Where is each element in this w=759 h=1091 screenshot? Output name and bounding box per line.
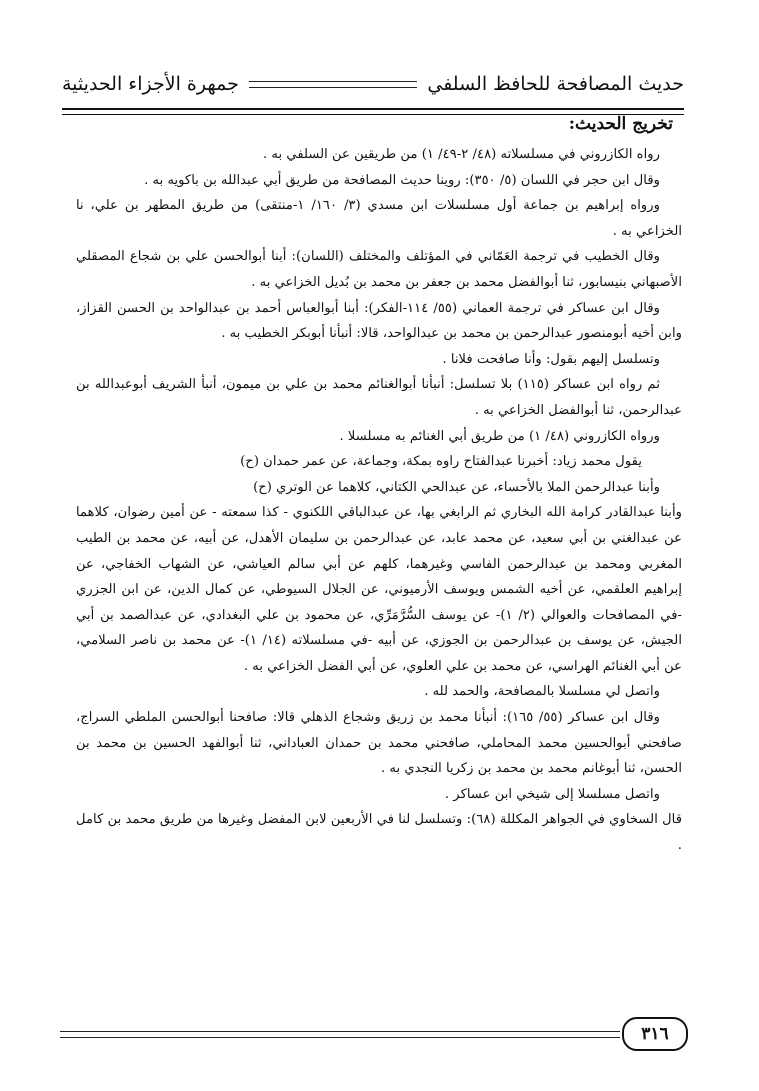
paragraph: وأبنا عبدالرحمن الملا بالأحساء، عن عبدالحي الكتاني، كلاهما عن الوتري (ح) [253,479,660,495]
paragraph: واتصل مسلسلا إلى شيخي ابن عساكر . [444,786,660,802]
chapter-title: حديث المصافحة للحافظ السلفي [427,73,684,95]
paragraph: وقال ابن عساكر (٥٥/ ١٦٥): أنبأنا محمد بن زريق وشجاع الذهلي قالا: صافحنا أبوالحسن الملطي السراج، صافحني أبوالحسين محمد المحاملي، صافحني محمد بن حمدان العباداني، ثنا أبوالفهد الحسين بن محمد بن الحسن، ثنا أبوغانم محمد بن محمد بن زكريا النجدي به . [76,710,682,777]
paragraph: رواه الكازروني في مسلسلاته (٤٨/ ٢-٤٩/ ١) من طريقين عن السلفي به . [263,147,660,162]
section-title: تخريج الحديث: [568,114,673,134]
paragraph: واتصل لي مسلسلا بالمصافحة، والحمد لله . [424,684,660,700]
paragraph: ثم رواه ابن عساكر (١١٥) بلا تسلسل: أنبأنا أبوالغنائم محمد بن علي بن ميمون، أنبأ الشريف أبوعبدالله بن عبدالرحمن، ثنا أبوالفضل الخزاعي به . [76,377,682,418]
header-rule [249,81,418,88]
paragraph: ورواه الكازروني (٤٨/ ١) من طريق أبي الغنائم به مسلسلا . [339,428,660,444]
paragraph: وأبنا عبدالقادر كرامة الله البخاري ثم الرابغي بها، عن عبدالباقي اللكنوي - كذا سمعته - عن أمين رضوان، كلاهما عن عبدالغني بن أبي سعيد، عن محمد عابد، عن عبدالرحمن بن سليمان الأهدل، عن أبيه، عن محمد بن الطيب المغربي ومحمد بن عبدالرحمن الفاسي وغيرهما، كلهم عن أبي سالم العياشي، عن الشهاب الخفاجي، عن إبراهيم العلقمي، عن أخيه الشمس ويوسف الأرميوني، عن الجلال السيوطي، عن كمال الدين، عن ابن الجزري -في المصافحات والعوالي (٢/ ١)- عن يوسف السُّرَّمَرِّي، عن محمود بن علي البغدادي، عن عبدالصمد بن أبي الجيش، عن يوسف بن عبدالرحمن بن الجوزي، عن أبيه -في مسلسلاته (١٤/ ١)- عن محمد بن ناصر السلامي، عن أبي الغنائم الهراسي، عن محمد بن علي العلوي، عن أبي الفضل الخزاعي به . [76,505,682,674]
paragraph: قال السخاوي في الجواهر المكللة (٦٨): وتسلسل لنا في الأربعين لابن المفضل وغيرها من طريق محمد بن كامل . [76,812,683,854]
paragraph: وقال ابن عساكر في ترجمة العماني (٥٥/ ١١٤-الفكر): أبنا أبوالعباس أحمد بن عبدالواحد بن الحسن القزاز، وابن أخيه أبومنصور عبدالرحمن بن محمد بن عبدالواحد، قالا: أنبأنا أبوبكر الخطيب به . [76,300,682,342]
running-header [62,64,684,104]
paragraph: وتسلسل إليهم بقول: وأنا صافحت فلانا . [442,351,660,367]
book-title: جمهرة الأجزاء الحديثية [62,73,239,95]
footer-rule [60,1031,620,1038]
page-number: ٣١٦ [622,1017,688,1051]
body-text [76,142,682,859]
paragraph: ورواه إبراهيم بن جماعة أول مسلسلات ابن مسدي (٣/ ١٦٠/ ١-منتقى) من طريق المطهر بن علي، نا الخزاعي به . [76,198,682,239]
paragraph: وقال ابن حجر في اللسان (٥/ ٣٥٠): روينا حديث المصافحة من طريق أبي عبدالله بن باكويه به . [144,172,660,188]
paragraph: وقال الخطيب في ترجمة العَمّاني في المؤتلف والمختلف (اللسان): أبنا أبوالحسن علي بن شجاع المصقلي الأصبهاني بنيسابور، ثنا أبوالفضل محمد بن جعفر بن محمد بن بُديل الخزاعي به . [76,249,682,290]
paragraph: يقول محمد زياد: أخبرنا عبدالفتاح راوه بمكة، وجماعة، عن عمر حمدان (ح) [240,454,642,470]
